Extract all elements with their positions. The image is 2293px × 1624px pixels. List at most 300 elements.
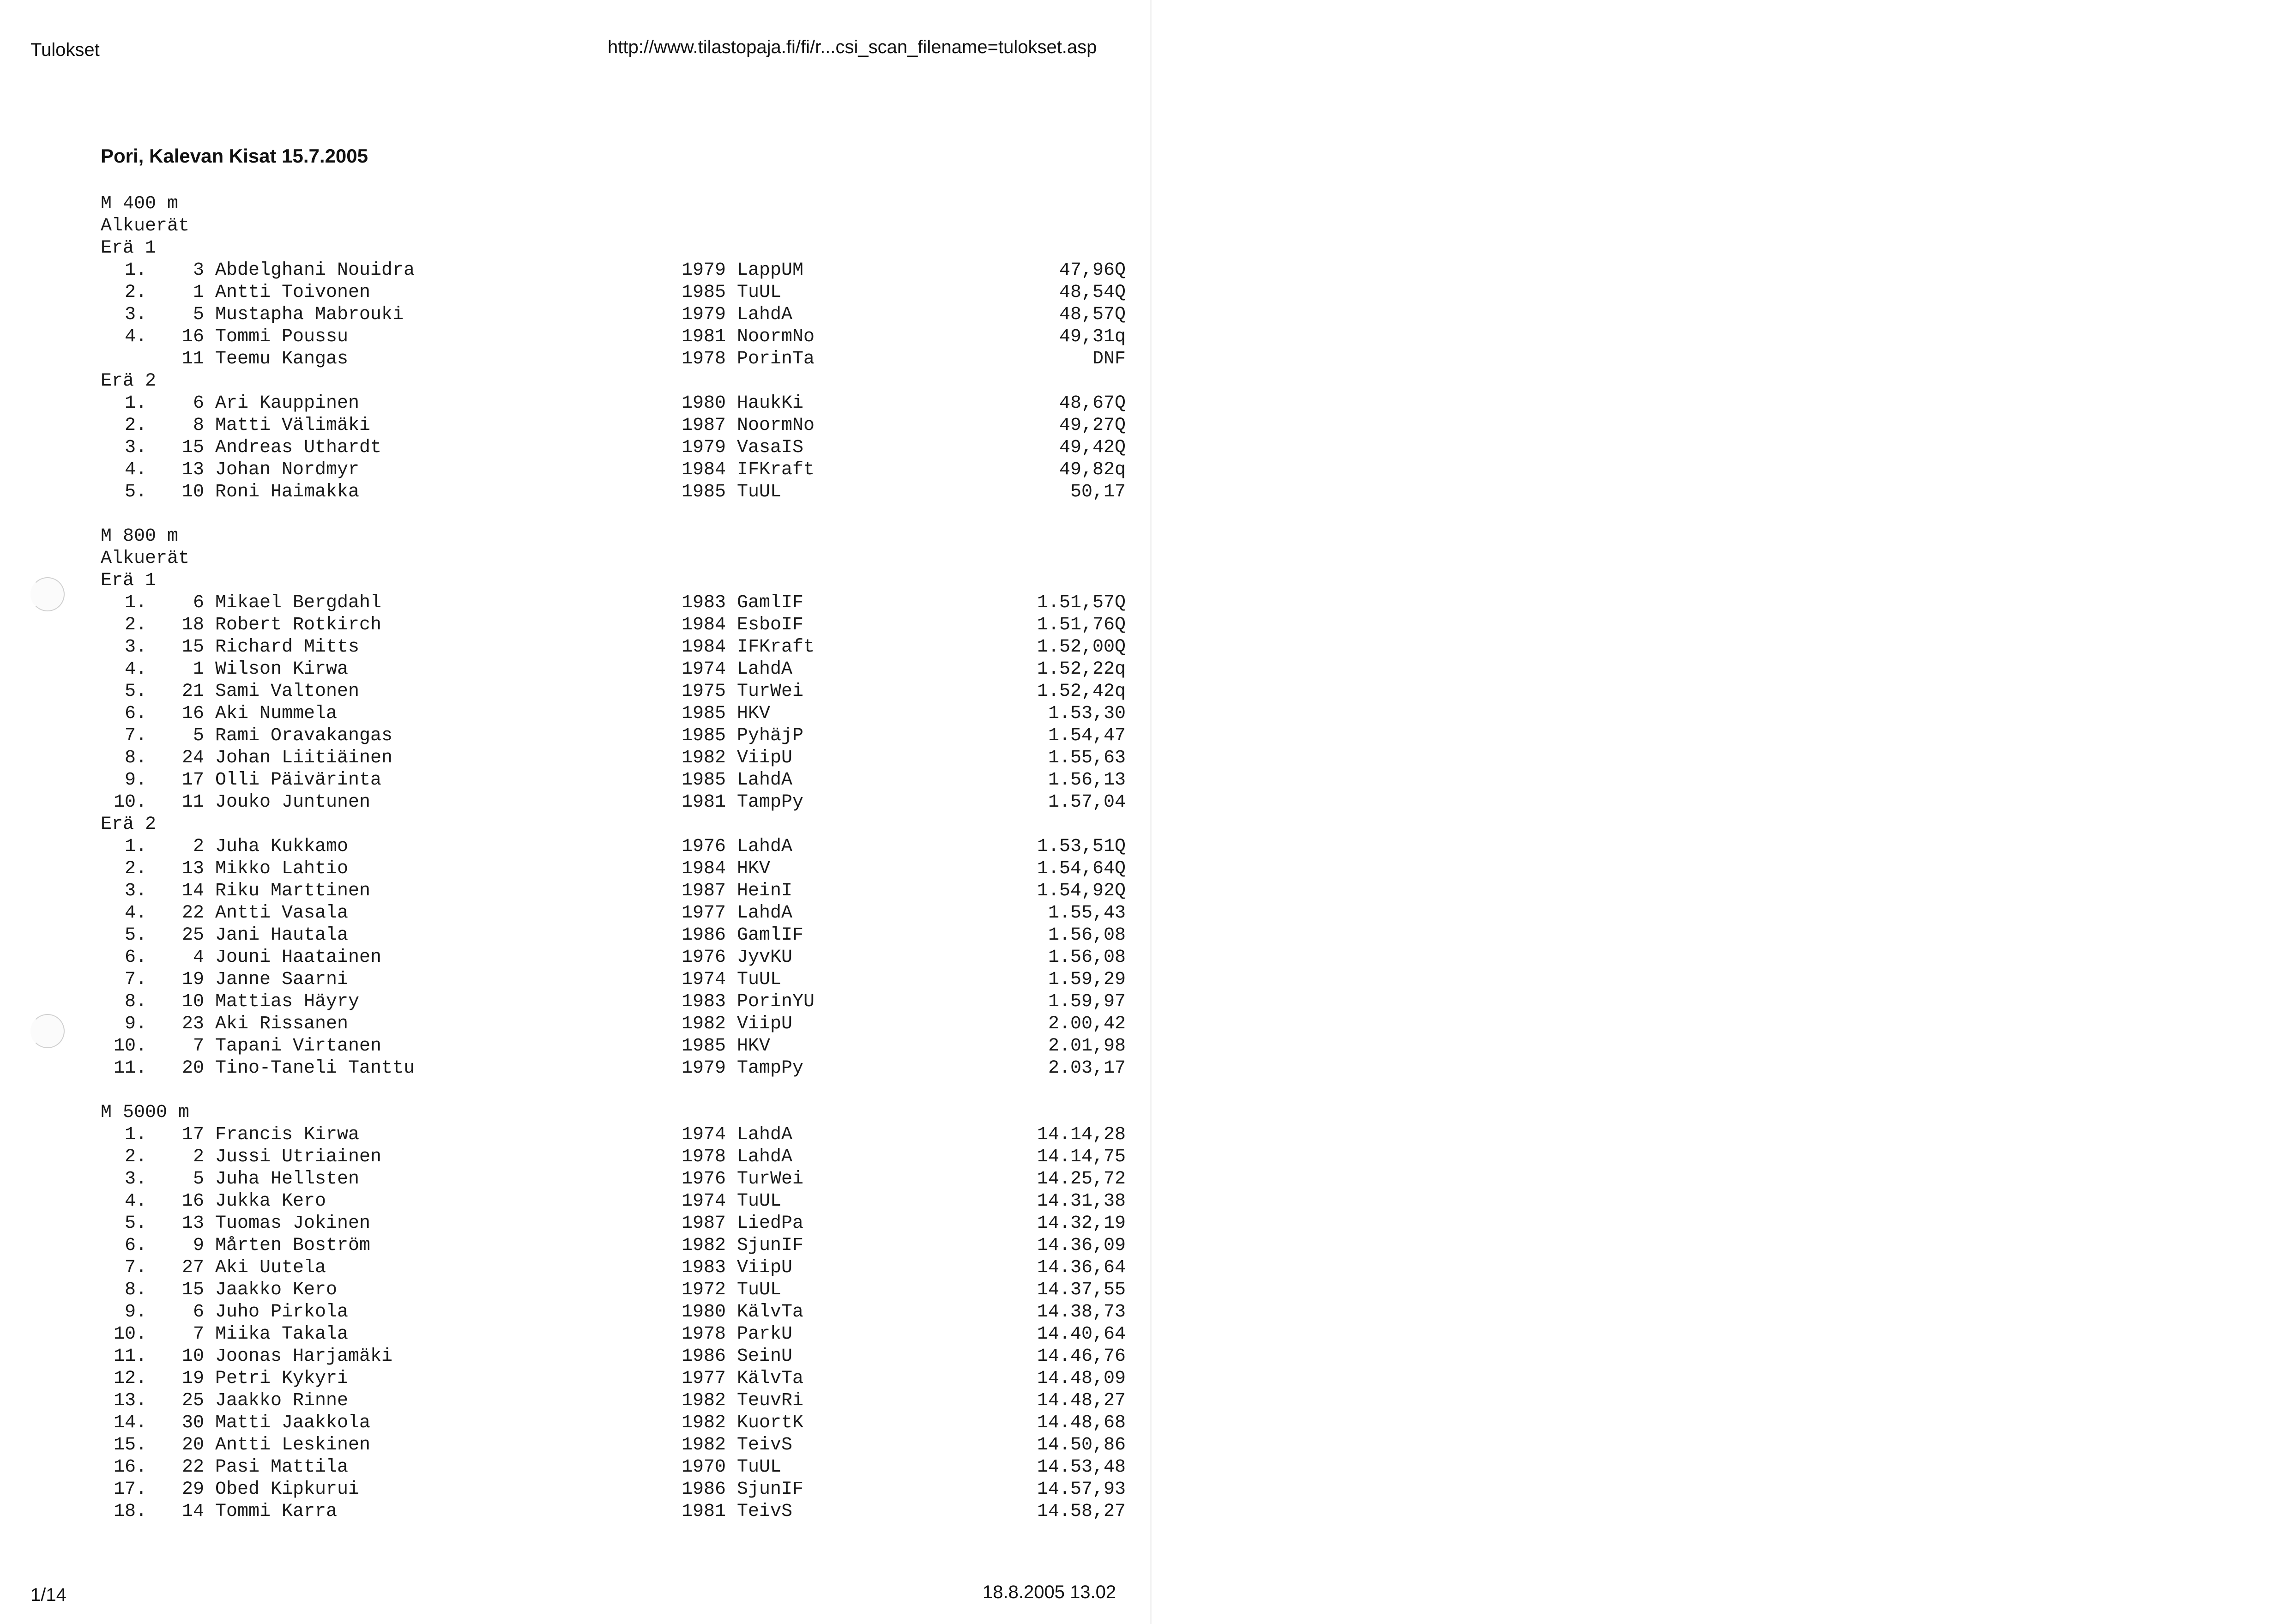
page-title: Pori, Kalevan Kisat 15.7.2005 (101, 145, 368, 167)
athlete-name: Rami Oravakangas (215, 725, 393, 746)
result-bib: 17 (181, 770, 204, 791)
result-place: 12. (113, 1368, 147, 1389)
athlete-name: Petri Kykyri (215, 1368, 349, 1389)
athlete-name: Tuomas Jokinen (215, 1213, 371, 1234)
result-bib: 7 (193, 1036, 204, 1057)
club-name: VasaIS (737, 437, 804, 458)
result-row (101, 1013, 1126, 1035)
result-bib: 22 (181, 903, 204, 924)
result-bib: 19 (181, 1368, 204, 1389)
result-place: 1. (124, 393, 147, 414)
result-row (101, 681, 1126, 703)
result-row (101, 415, 1126, 437)
athlete-name: Obed Kipkurui (215, 1479, 360, 1500)
print-datetime: 18.8.2005 13.02 (983, 1582, 1116, 1602)
result-place: 10. (113, 792, 147, 813)
result-time: DNF (1092, 349, 1126, 369)
punch-hole (30, 1014, 65, 1048)
result-bib: 24 (181, 748, 204, 768)
result-time: 48,67Q (1059, 393, 1126, 414)
section-heading: M 5000 m (101, 1102, 190, 1123)
result-bib: 14 (181, 1501, 204, 1522)
birth-year: 1970 (682, 1457, 726, 1478)
result-row (101, 1434, 1126, 1456)
result-time: 14.57,93 (1037, 1479, 1126, 1500)
result-place: 3. (124, 437, 147, 458)
birth-year: 1983 (682, 592, 726, 613)
result-row (101, 326, 1126, 348)
scan-edge (1150, 0, 1152, 1624)
result-time: 1.56,13 (1048, 770, 1126, 791)
result-time: 14.36,64 (1037, 1257, 1126, 1278)
result-place: 8. (124, 991, 147, 1012)
club-name: TeuvRi (737, 1390, 804, 1411)
result-row (101, 947, 1126, 969)
result-bib: 7 (193, 1324, 204, 1345)
result-place: 4. (124, 326, 147, 347)
birth-year: 1979 (682, 1058, 726, 1079)
birth-year: 1985 (682, 482, 726, 502)
club-name: EsboIF (737, 615, 804, 635)
club-name: HKV (737, 858, 771, 879)
athlete-name: Francis Kirwa (215, 1124, 360, 1145)
result-time: 1.54,64Q (1037, 858, 1126, 879)
result-place: 6. (124, 1235, 147, 1256)
result-time: 1.59,29 (1048, 969, 1126, 990)
result-time: 1.53,51Q (1037, 836, 1126, 857)
club-name: HeinI (737, 881, 793, 901)
birth-year: 1980 (682, 393, 726, 414)
result-time: 50,17 (1070, 482, 1126, 502)
result-place: 17. (113, 1479, 147, 1500)
print-header-url: http://www.tilastopaja.fi/fi/r...csi_scan_filename=tulokset.asp (608, 37, 1097, 57)
result-place: 11. (113, 1346, 147, 1367)
club-name: TeivS (737, 1501, 793, 1522)
athlete-name: Antti Toivonen (215, 282, 371, 303)
athlete-name: Jouni Haatainen (215, 947, 382, 968)
result-time: 14.38,73 (1037, 1302, 1126, 1322)
result-time: 48,54Q (1059, 282, 1126, 303)
athlete-name: Matti Välimäki (215, 415, 371, 436)
athlete-name: Aki Rissanen (215, 1014, 349, 1034)
birth-year: 1976 (682, 836, 726, 857)
club-name: LahdA (737, 770, 793, 791)
result-bib: 27 (181, 1257, 204, 1278)
result-time: 48,57Q (1059, 304, 1126, 325)
result-row (101, 1057, 1126, 1080)
section-heading: Erä 1 (101, 238, 157, 259)
result-time: 1.56,08 (1048, 947, 1126, 968)
birth-year: 1978 (682, 1147, 726, 1167)
birth-year: 1977 (682, 903, 726, 924)
result-place: 4. (124, 659, 147, 680)
result-row (101, 725, 1126, 747)
athlete-name: Wilson Kirwa (215, 659, 349, 680)
club-name: TurWei (737, 681, 804, 702)
athlete-name: Mattias Häyry (215, 991, 360, 1012)
result-bib: 16 (181, 1191, 204, 1212)
result-time: 14.14,75 (1037, 1147, 1126, 1167)
club-name: TuUL (737, 1191, 782, 1212)
result-row (101, 1279, 1126, 1301)
result-time: 49,42Q (1059, 437, 1126, 458)
club-name: IFKraft (737, 459, 815, 480)
result-bib: 9 (193, 1235, 204, 1256)
result-bib: 21 (181, 681, 204, 702)
result-row (101, 880, 1126, 902)
result-bib: 20 (181, 1435, 204, 1455)
result-time: 14.50,86 (1037, 1435, 1126, 1455)
birth-year: 1981 (682, 792, 726, 813)
result-place: 6. (124, 947, 147, 968)
result-bib: 15 (181, 637, 204, 658)
result-row (101, 636, 1126, 658)
result-place: 5. (124, 482, 147, 502)
result-row (101, 1146, 1126, 1168)
club-name: TuUL (737, 1280, 782, 1300)
section-heading: Alkuerät (101, 548, 190, 569)
club-name: PorinTa (737, 349, 815, 369)
result-bib: 10 (181, 991, 204, 1012)
result-bib: 13 (181, 1213, 204, 1234)
athlete-name: Juha Kukkamo (215, 836, 349, 857)
result-bib: 16 (181, 326, 204, 347)
athlete-name: Richard Mitts (215, 637, 360, 658)
club-name: LahdA (737, 304, 793, 325)
athlete-name: Jaakko Kero (215, 1280, 338, 1300)
birth-year: 1987 (682, 1213, 726, 1234)
birth-year: 1985 (682, 770, 726, 791)
result-time: 14.48,09 (1037, 1368, 1126, 1389)
athlete-name: Juha Hellsten (215, 1169, 360, 1189)
athlete-name: Olli Päivärinta (215, 770, 382, 791)
result-place: 10. (113, 1036, 147, 1057)
result-place: 9. (124, 770, 147, 791)
result-place: 1. (124, 592, 147, 613)
birth-year: 1980 (682, 1302, 726, 1322)
result-place: 3. (124, 881, 147, 901)
result-place: 16. (113, 1457, 147, 1478)
athlete-name: Mustapha Mabrouki (215, 304, 404, 325)
athlete-name: Mikko Lahtio (215, 858, 349, 879)
section-heading: Erä 2 (101, 371, 157, 392)
birth-year: 1975 (682, 681, 726, 702)
result-place: 1. (124, 1124, 147, 1145)
result-time: 14.53,48 (1037, 1457, 1126, 1478)
athlete-name: Tommi Karra (215, 1501, 338, 1522)
result-row (101, 1346, 1126, 1368)
birth-year: 1982 (682, 748, 726, 768)
result-place: 2. (124, 1147, 147, 1167)
result-bib: 5 (193, 304, 204, 325)
result-place: 2. (124, 282, 147, 303)
birth-year: 1984 (682, 615, 726, 635)
result-time: 1.57,04 (1048, 792, 1126, 813)
club-name: PyhäjP (737, 725, 804, 746)
section-gap (101, 1080, 1107, 1102)
birth-year: 1987 (682, 881, 726, 901)
birth-year: 1986 (682, 1346, 726, 1367)
result-time: 1.52,22q (1037, 659, 1126, 680)
result-place: 3. (124, 1169, 147, 1189)
result-time: 1.55,43 (1048, 903, 1126, 924)
result-place: 2. (124, 415, 147, 436)
result-row (101, 1368, 1126, 1390)
result-row (101, 902, 1126, 924)
birth-year: 1985 (682, 1036, 726, 1057)
club-name: LahdA (737, 836, 793, 857)
result-time: 2.03,17 (1048, 1058, 1126, 1079)
result-time: 2.00,42 (1048, 1014, 1126, 1034)
result-row (101, 858, 1126, 880)
birth-year: 1986 (682, 1479, 726, 1500)
result-place: 5. (124, 681, 147, 702)
result-bib: 13 (181, 459, 204, 480)
result-time: 49,82q (1059, 459, 1126, 480)
club-name: TampPy (737, 1058, 804, 1079)
result-bib: 25 (181, 1390, 204, 1411)
birth-year: 1976 (682, 1169, 726, 1189)
result-bib: 6 (193, 393, 204, 414)
club-name: LahdA (737, 1147, 793, 1167)
section-heading: Erä 2 (101, 814, 157, 835)
result-row (101, 924, 1126, 947)
club-name: TuUL (737, 482, 782, 502)
club-name: ViipU (737, 1257, 793, 1278)
athlete-name: Antti Vasala (215, 903, 349, 924)
result-bib: 6 (193, 592, 204, 613)
athlete-name: Abdelghani Nouidra (215, 260, 415, 281)
club-name: SeinU (737, 1346, 793, 1367)
result-bib: 10 (181, 482, 204, 502)
club-name: ParkU (737, 1324, 793, 1345)
result-row (101, 1479, 1126, 1501)
result-time: 1.53,30 (1048, 703, 1126, 724)
birth-year: 1974 (682, 659, 726, 680)
result-bib: 5 (193, 725, 204, 746)
result-row (101, 991, 1126, 1013)
result-place: 7. (124, 1257, 147, 1278)
punch-hole (30, 577, 65, 611)
club-name: SjunIF (737, 1479, 804, 1500)
athlete-name: Teemu Kangas (215, 349, 349, 369)
athlete-name: Sami Valtonen (215, 681, 360, 702)
result-place: 4. (124, 459, 147, 480)
result-bib: 11 (181, 349, 204, 369)
birth-year: 1985 (682, 703, 726, 724)
club-name: TuUL (737, 282, 782, 303)
athlete-name: Jaakko Rinne (215, 1390, 349, 1411)
result-place: 9. (124, 1014, 147, 1034)
athlete-name: Mårten Boström (215, 1235, 371, 1256)
result-row (101, 836, 1126, 858)
result-bib: 4 (193, 947, 204, 968)
result-row (101, 1323, 1126, 1346)
birth-year: 1977 (682, 1368, 726, 1389)
result-row (101, 1235, 1126, 1257)
birth-year: 1972 (682, 1280, 726, 1300)
birth-year: 1982 (682, 1413, 726, 1433)
result-row (101, 260, 1126, 282)
result-time: 49,27Q (1059, 415, 1126, 436)
result-bib: 2 (193, 836, 204, 857)
birth-year: 1986 (682, 925, 726, 946)
result-row (101, 392, 1126, 415)
athlete-name: Ari Kauppinen (215, 393, 360, 414)
birth-year: 1984 (682, 637, 726, 658)
result-place: 1. (124, 260, 147, 281)
result-row (101, 459, 1126, 481)
result-place: 4. (124, 903, 147, 924)
result-time: 14.40,64 (1037, 1324, 1126, 1345)
result-row (101, 1456, 1126, 1479)
result-time: 14.48,68 (1037, 1413, 1126, 1433)
result-time: 14.48,27 (1037, 1390, 1126, 1411)
birth-year: 1981 (682, 326, 726, 347)
birth-year: 1979 (682, 304, 726, 325)
section-heading: Alkuerät (101, 216, 190, 236)
result-time: 1.52,42q (1037, 681, 1126, 702)
club-name: HKV (737, 1036, 771, 1057)
athlete-name: Tommi Poussu (215, 326, 349, 347)
club-name: LiedPa (737, 1213, 804, 1234)
result-row (101, 769, 1126, 791)
result-bib: 1 (193, 659, 204, 680)
birth-year: 1979 (682, 260, 726, 281)
result-time: 14.36,09 (1037, 1235, 1126, 1256)
result-place: 8. (124, 1280, 147, 1300)
result-place: 10. (113, 1324, 147, 1345)
result-place: 5. (124, 1213, 147, 1234)
athlete-name: Tapani Virtanen (215, 1036, 382, 1057)
result-time: 49,31q (1059, 326, 1126, 347)
birth-year: 1987 (682, 415, 726, 436)
club-name: NoormNo (737, 326, 815, 347)
athlete-name: Aki Uutela (215, 1257, 326, 1278)
athlete-name: Andreas Uthardt (215, 437, 382, 458)
result-row (101, 1190, 1126, 1213)
birth-year: 1976 (682, 947, 726, 968)
club-name: TuUL (737, 1457, 782, 1478)
birth-year: 1982 (682, 1390, 726, 1411)
result-time: 14.31,38 (1037, 1191, 1126, 1212)
result-place: 2. (124, 858, 147, 879)
result-time: 1.51,57Q (1037, 592, 1126, 613)
result-place: 1. (124, 836, 147, 857)
result-place: 4. (124, 1191, 147, 1212)
result-bib: 25 (181, 925, 204, 946)
athlete-name: Jukka Kero (215, 1191, 326, 1212)
athlete-name: Matti Jaakkola (215, 1413, 371, 1433)
result-time: 1.54,92Q (1037, 881, 1126, 901)
athlete-name: Tino-Taneli Tanttu (215, 1058, 415, 1079)
result-place: 7. (124, 725, 147, 746)
club-name: TurWei (737, 1169, 804, 1189)
page-number: 1/14 (30, 1585, 66, 1605)
result-time: 1.51,76Q (1037, 615, 1126, 635)
athlete-name: Jani Hautala (215, 925, 349, 946)
birth-year: 1982 (682, 1014, 726, 1034)
result-bib: 15 (181, 1280, 204, 1300)
club-name: JyvKU (737, 947, 793, 968)
result-bib: 14 (181, 881, 204, 901)
birth-year: 1982 (682, 1235, 726, 1256)
result-row (101, 703, 1126, 725)
result-row (101, 437, 1126, 459)
result-bib: 1 (193, 282, 204, 303)
result-bib: 30 (181, 1413, 204, 1433)
result-row (101, 791, 1126, 814)
result-row (101, 969, 1126, 991)
result-place: 13. (113, 1390, 147, 1411)
athlete-name: Aki Nummela (215, 703, 338, 724)
result-row (101, 1035, 1126, 1057)
birth-year: 1983 (682, 991, 726, 1012)
result-time: 14.46,76 (1037, 1346, 1126, 1367)
result-bib: 3 (193, 260, 204, 281)
birth-year: 1985 (682, 725, 726, 746)
section-heading: Erä 1 (101, 570, 157, 591)
result-bib: 18 (181, 615, 204, 635)
athlete-name: Juho Pirkola (215, 1302, 349, 1322)
club-name: KälvTa (737, 1302, 804, 1322)
result-place: 5. (124, 925, 147, 946)
result-bib: 13 (181, 858, 204, 879)
result-bib: 17 (181, 1124, 204, 1145)
result-row (101, 1213, 1126, 1235)
birth-year: 1984 (682, 858, 726, 879)
result-bib: 16 (181, 703, 204, 724)
result-time: 1.54,47 (1048, 725, 1126, 746)
result-bib: 10 (181, 1346, 204, 1367)
club-name: SjunIF (737, 1235, 804, 1256)
result-row (101, 304, 1126, 326)
club-name: PorinYU (737, 991, 815, 1012)
result-bib: 22 (181, 1457, 204, 1478)
club-name: NoormNo (737, 415, 815, 436)
result-time: 14.25,72 (1037, 1169, 1126, 1189)
result-row (101, 592, 1126, 614)
club-name: GamlIF (737, 925, 804, 946)
athlete-name: Johan Nordmyr (215, 459, 360, 480)
athlete-name: Miika Takala (215, 1324, 349, 1345)
athlete-name: Jussi Utriainen (215, 1147, 382, 1167)
club-name: HaukKi (737, 393, 804, 414)
result-place: 18. (113, 1501, 147, 1522)
athlete-name: Johan Liitiäinen (215, 748, 393, 768)
result-row (101, 1124, 1126, 1146)
result-time: 14.14,28 (1037, 1124, 1126, 1145)
birth-year: 1984 (682, 459, 726, 480)
club-name: LahdA (737, 1124, 793, 1145)
result-time: 1.56,08 (1048, 925, 1126, 946)
result-bib: 8 (193, 415, 204, 436)
club-name: GamlIF (737, 592, 804, 613)
result-place: 14. (113, 1413, 147, 1433)
result-place: 7. (124, 969, 147, 990)
birth-year: 1978 (682, 1324, 726, 1345)
result-bib: 6 (193, 1302, 204, 1322)
club-name: ViipU (737, 1014, 793, 1034)
club-name: TuUL (737, 969, 782, 990)
result-row (101, 658, 1126, 681)
birth-year: 1974 (682, 969, 726, 990)
athlete-name: Antti Leskinen (215, 1435, 371, 1455)
club-name: TampPy (737, 792, 804, 813)
result-bib: 20 (181, 1058, 204, 1079)
print-header-title: Tulokset (30, 40, 100, 60)
club-name: KälvTa (737, 1368, 804, 1389)
